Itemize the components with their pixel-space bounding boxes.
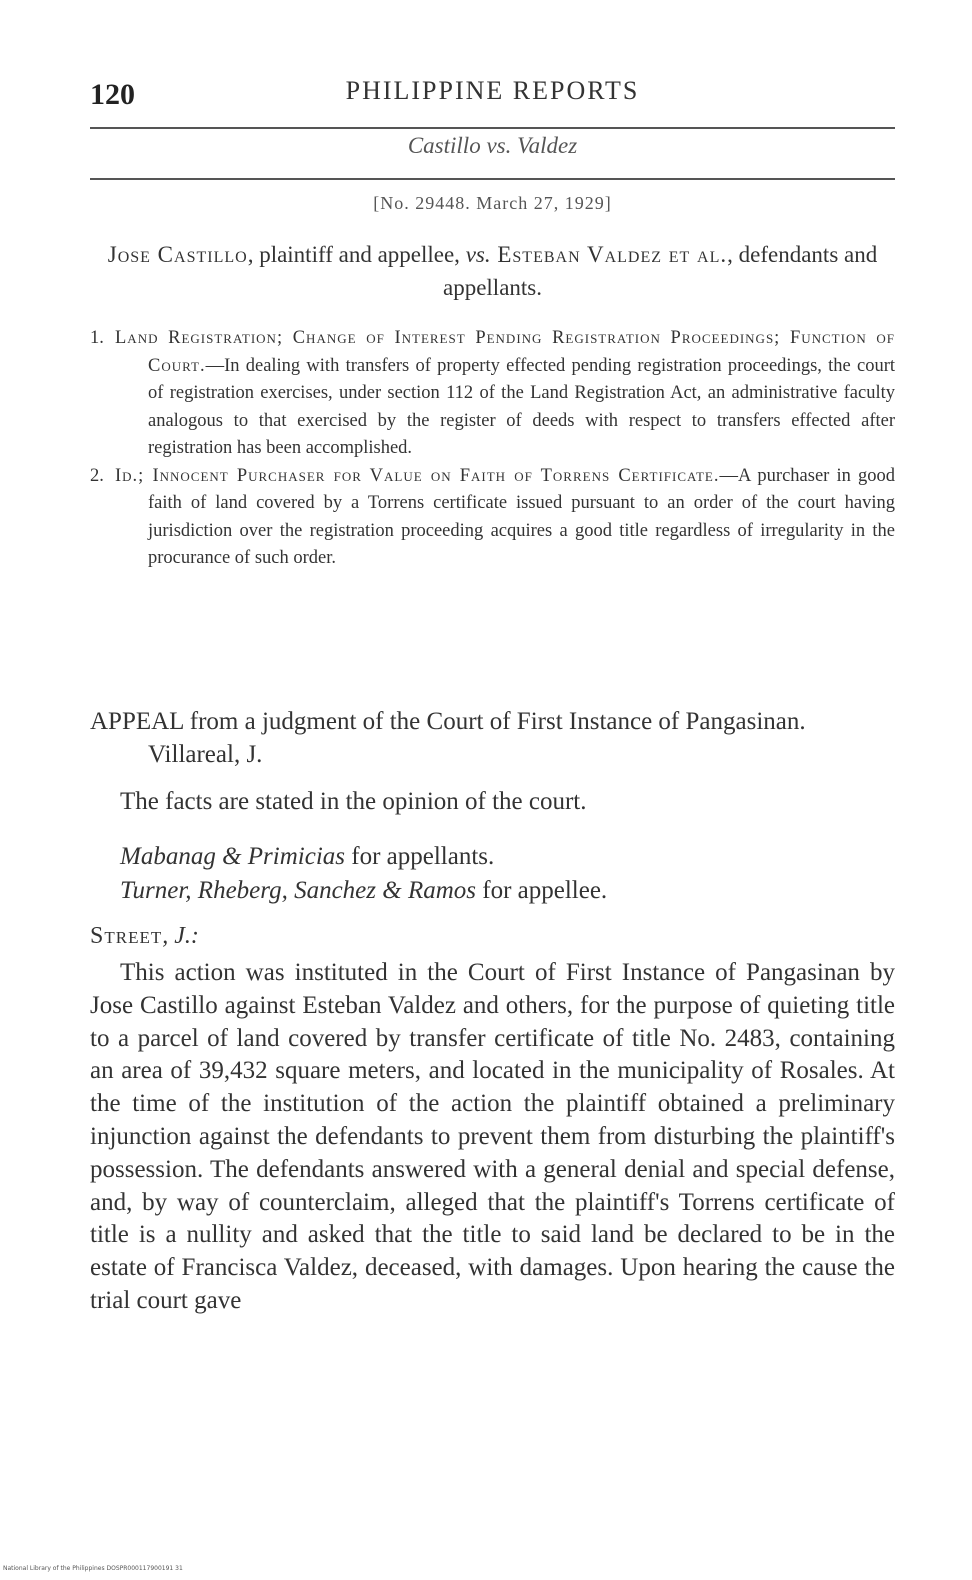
syllabus: [90, 325, 895, 573]
justice-name: Street: [90, 923, 163, 949]
plaintiff-name: Jose Castillo: [107, 242, 248, 267]
header-rule: [90, 127, 895, 129]
counsel-names: Turner, Rheberg, Sanchez & Ramos: [120, 877, 476, 904]
running-title: PHILIPPINE REPORTS: [345, 76, 640, 105]
counsel-role: for appellee.: [476, 877, 608, 904]
versus: vs.: [465, 242, 491, 267]
syllabus-item: [90, 463, 895, 573]
opinion-paragraph: This action was instituted in the Court of First Instance of Pangasinan by Jose Castillo against Esteban Valdez and others, for the purpose of quieting title to a parcel of land covered by transfer certificate of title No. 2483, containing an area of 39,432 square meters, and located in the municipality of Rosales. At the time of the institution of the action the plaintiff obtained a preliminary injunction against the defendants to prevent them from disturbing the plaintiff's possession. The defendants answered with a general denial and special defense, and, by way of counterclaim, alleged that the plaintiff's Torrens certificate of title is a nullity and asked that the title to said land be declared to be in the estate of Francisca Valdez, deceased, with damages. Upon hearing the cause the trial court gave: [90, 959, 895, 1314]
counsel-role: for appellants.: [345, 843, 495, 870]
page-number: 120: [90, 78, 135, 111]
docket-line: [No. 29448. March 27, 1929]: [373, 193, 612, 213]
document-page: [90, 70, 895, 158]
page-header: [90, 70, 895, 110]
counsel-block: [120, 840, 607, 908]
defendant-name: Esteban Valdez et al.: [490, 242, 728, 267]
counsel-line: [120, 874, 607, 908]
case-title-rule: [90, 178, 895, 180]
syllabus-item: [90, 325, 895, 463]
facts-note: The facts are stated in the opinion of the court.: [120, 788, 587, 815]
syllabus-text: —A purchaser in good faith of land covered by a Torrens certificate issued pursuant to an order of the court having jurisdiction over the registration proceeding acquires a good title regardless of irregularity in the procurance of such order.: [148, 465, 895, 568]
counsel-names: Mabanag & Primicias: [120, 843, 345, 870]
syllabus-heading: Land Registration; Change of Interest Pending Registration Proceedings; Function of Court.: [115, 328, 895, 376]
case-parties: [90, 238, 895, 304]
justice-title: , J.:: [162, 923, 199, 949]
syllabus-number: 1.: [90, 328, 104, 348]
plaintiff-role: , plaintiff and appellee,: [247, 242, 466, 267]
syllabus-text: —In dealing with transfers of property effected pending registration proceedings, the court of registration exercises, under section 112 of the Land Registration Act, an administrative faculty analogous to that exercised by the register of deeds with respect to transfers effected after registration has been accomplished.: [148, 355, 895, 458]
defendant-role: , defendants and appellants.: [443, 242, 878, 300]
justice-line: [90, 923, 199, 950]
library-stamp: National Library of the Philippines DOSPR000117900191 31: [3, 1565, 183, 1572]
appeal-text: from a judgment of the Court of First Instance of Pangasinan. Villareal, J.: [148, 708, 806, 768]
appeal-statement: [90, 705, 895, 771]
appeal-lead: APPEAL: [90, 708, 184, 735]
counsel-line: [120, 840, 607, 874]
case-short-title: Castillo vs. Valdez: [407, 133, 578, 158]
syllabus-number: 2.: [90, 465, 104, 486]
syllabus-heading: Id.; Innocent Purchaser for Value on Faith of Torrens Certificate.: [115, 465, 720, 486]
